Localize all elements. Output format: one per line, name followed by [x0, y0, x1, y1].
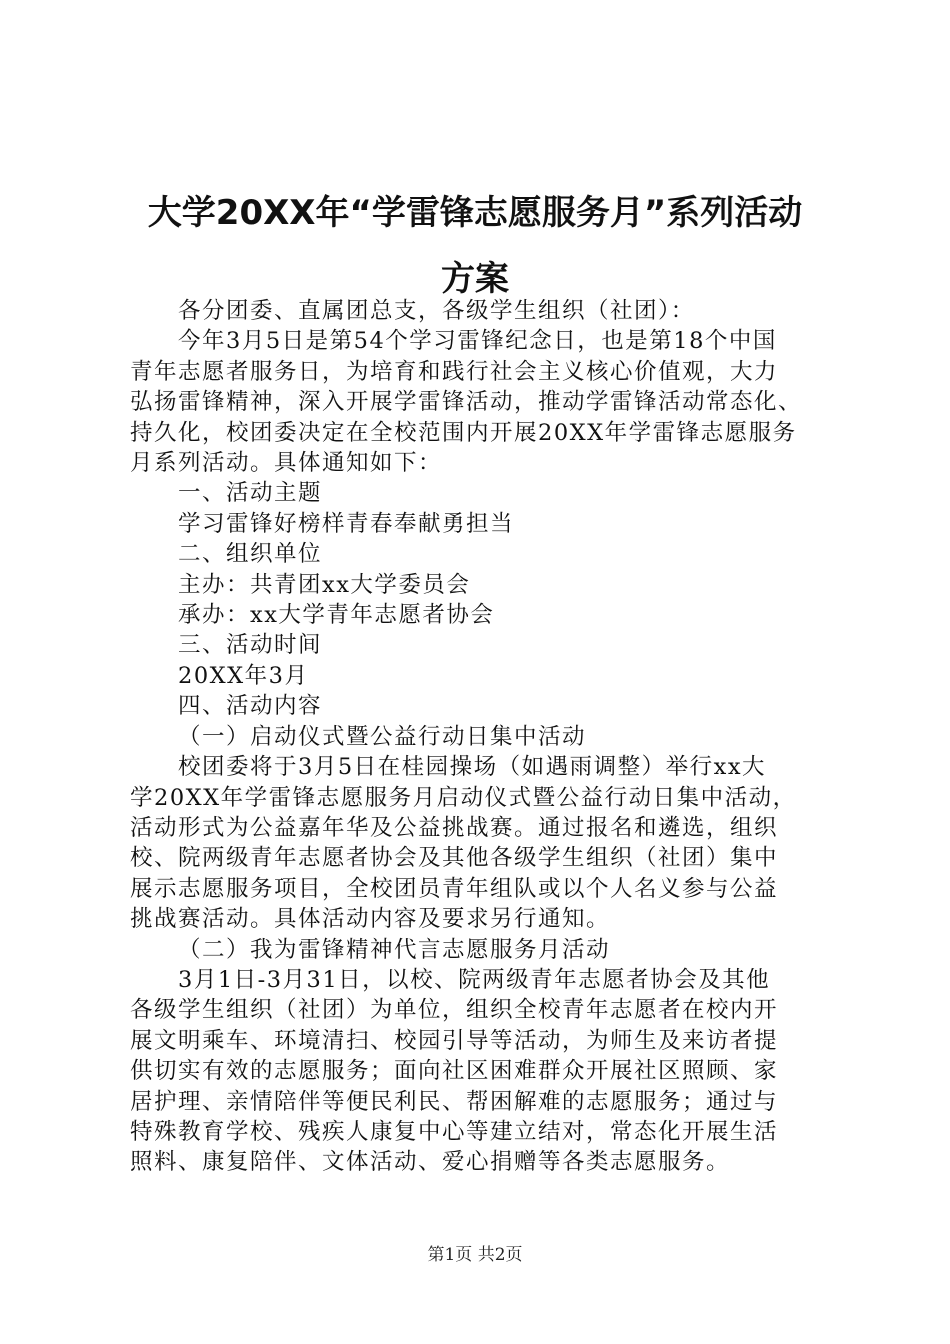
paragraph-line: 校团委将于3月5日在桂园操场（如遇雨调整）举行xx大 — [178, 754, 767, 781]
paragraph-line: 供切实有效的志愿服务；面向社区困难群众开展社区照顾、家 — [130, 1058, 779, 1085]
section-heading: 四、活动内容 — [178, 693, 323, 720]
paragraph-line: 学习雷锋好榜样青春奉献勇担当 — [178, 510, 515, 537]
paragraph-line: 弘扬雷锋精神，深入开展学雷锋活动，推动学雷锋活动常态化、 — [130, 389, 803, 416]
paragraph-line: 主办：共青团xx大学委员会 — [178, 571, 471, 598]
title-line-2: 方案 — [441, 259, 509, 299]
salutation: 各分团委、直属团总支，各级学生组织（社团）： — [178, 298, 695, 324]
paragraph-line: 展文明乘车、环境清扫、校园引导等活动，为师生及来访者提 — [130, 1027, 779, 1054]
section-heading: 二、组织单位 — [178, 541, 323, 568]
paragraph-line: 月系列活动。具体通知如下： — [130, 450, 443, 477]
title-line-1: 大学20XX年“学雷锋志愿服务月”系列活动 — [147, 193, 803, 233]
paragraph-line: 特殊教育学校、残疾人康复中心等建立结对，常态化开展生活 — [130, 1118, 779, 1145]
paragraph-line: 青年志愿者服务日，为培育和践行社会主义核心价值观，大力 — [130, 358, 779, 385]
paragraph-line: 各级学生组织（社团）为单位，组织全校青年志愿者在校内开 — [130, 997, 779, 1024]
paragraph-line: 今年3月5日是第54个学习雷锋纪念日，也是第18个中国 — [178, 328, 777, 355]
section-heading: 三、活动时间 — [178, 632, 323, 659]
paragraph-line: 校、院两级青年志愿者协会及其他各级学生组织（社团）集中 — [130, 845, 779, 872]
paragraph-line: 挑战赛活动。具体活动内容及要求另行通知。 — [130, 906, 611, 933]
paragraph-line: 照料、康复陪伴、文体活动、爱心捐赠等各类志愿服务。 — [130, 1149, 731, 1176]
subsection-heading: （二）我为雷锋精神代言志愿服务月活动 — [178, 936, 611, 963]
section-heading: 一、活动主题 — [178, 480, 323, 507]
paragraph-line: 持久化，校团委决定在全校范围内开展20XX年学雷锋志愿服务 — [130, 419, 797, 446]
paragraph-line: 活动形式为公益嘉年华及公益挑战赛。通过报名和遴选，组织 — [130, 814, 779, 841]
paragraph-line: 学20XX年学雷锋志愿服务月启动仪式暨公益行动日集中活动， — [130, 784, 797, 811]
page-footer: 第1页 共2页 — [427, 1245, 523, 1265]
subsection-heading: （一）启动仪式暨公益行动日集中活动 — [178, 723, 587, 750]
paragraph-line: 居护理、亲情陪伴等便民利民、帮困解难的志愿服务；通过与 — [130, 1088, 779, 1115]
paragraph-line: 承办：xx大学青年志愿者协会 — [178, 602, 495, 629]
paragraph-line: 展示志愿服务项目，全校团员青年组队或以个人名义参与公益 — [130, 875, 779, 902]
paragraph-line: 3月1日-3月31日，以校、院两级青年志愿者协会及其他 — [178, 966, 771, 993]
paragraph-line: 20XX年3月 — [178, 662, 309, 689]
document-body — [130, 296, 830, 1178]
document-title — [120, 180, 830, 312]
